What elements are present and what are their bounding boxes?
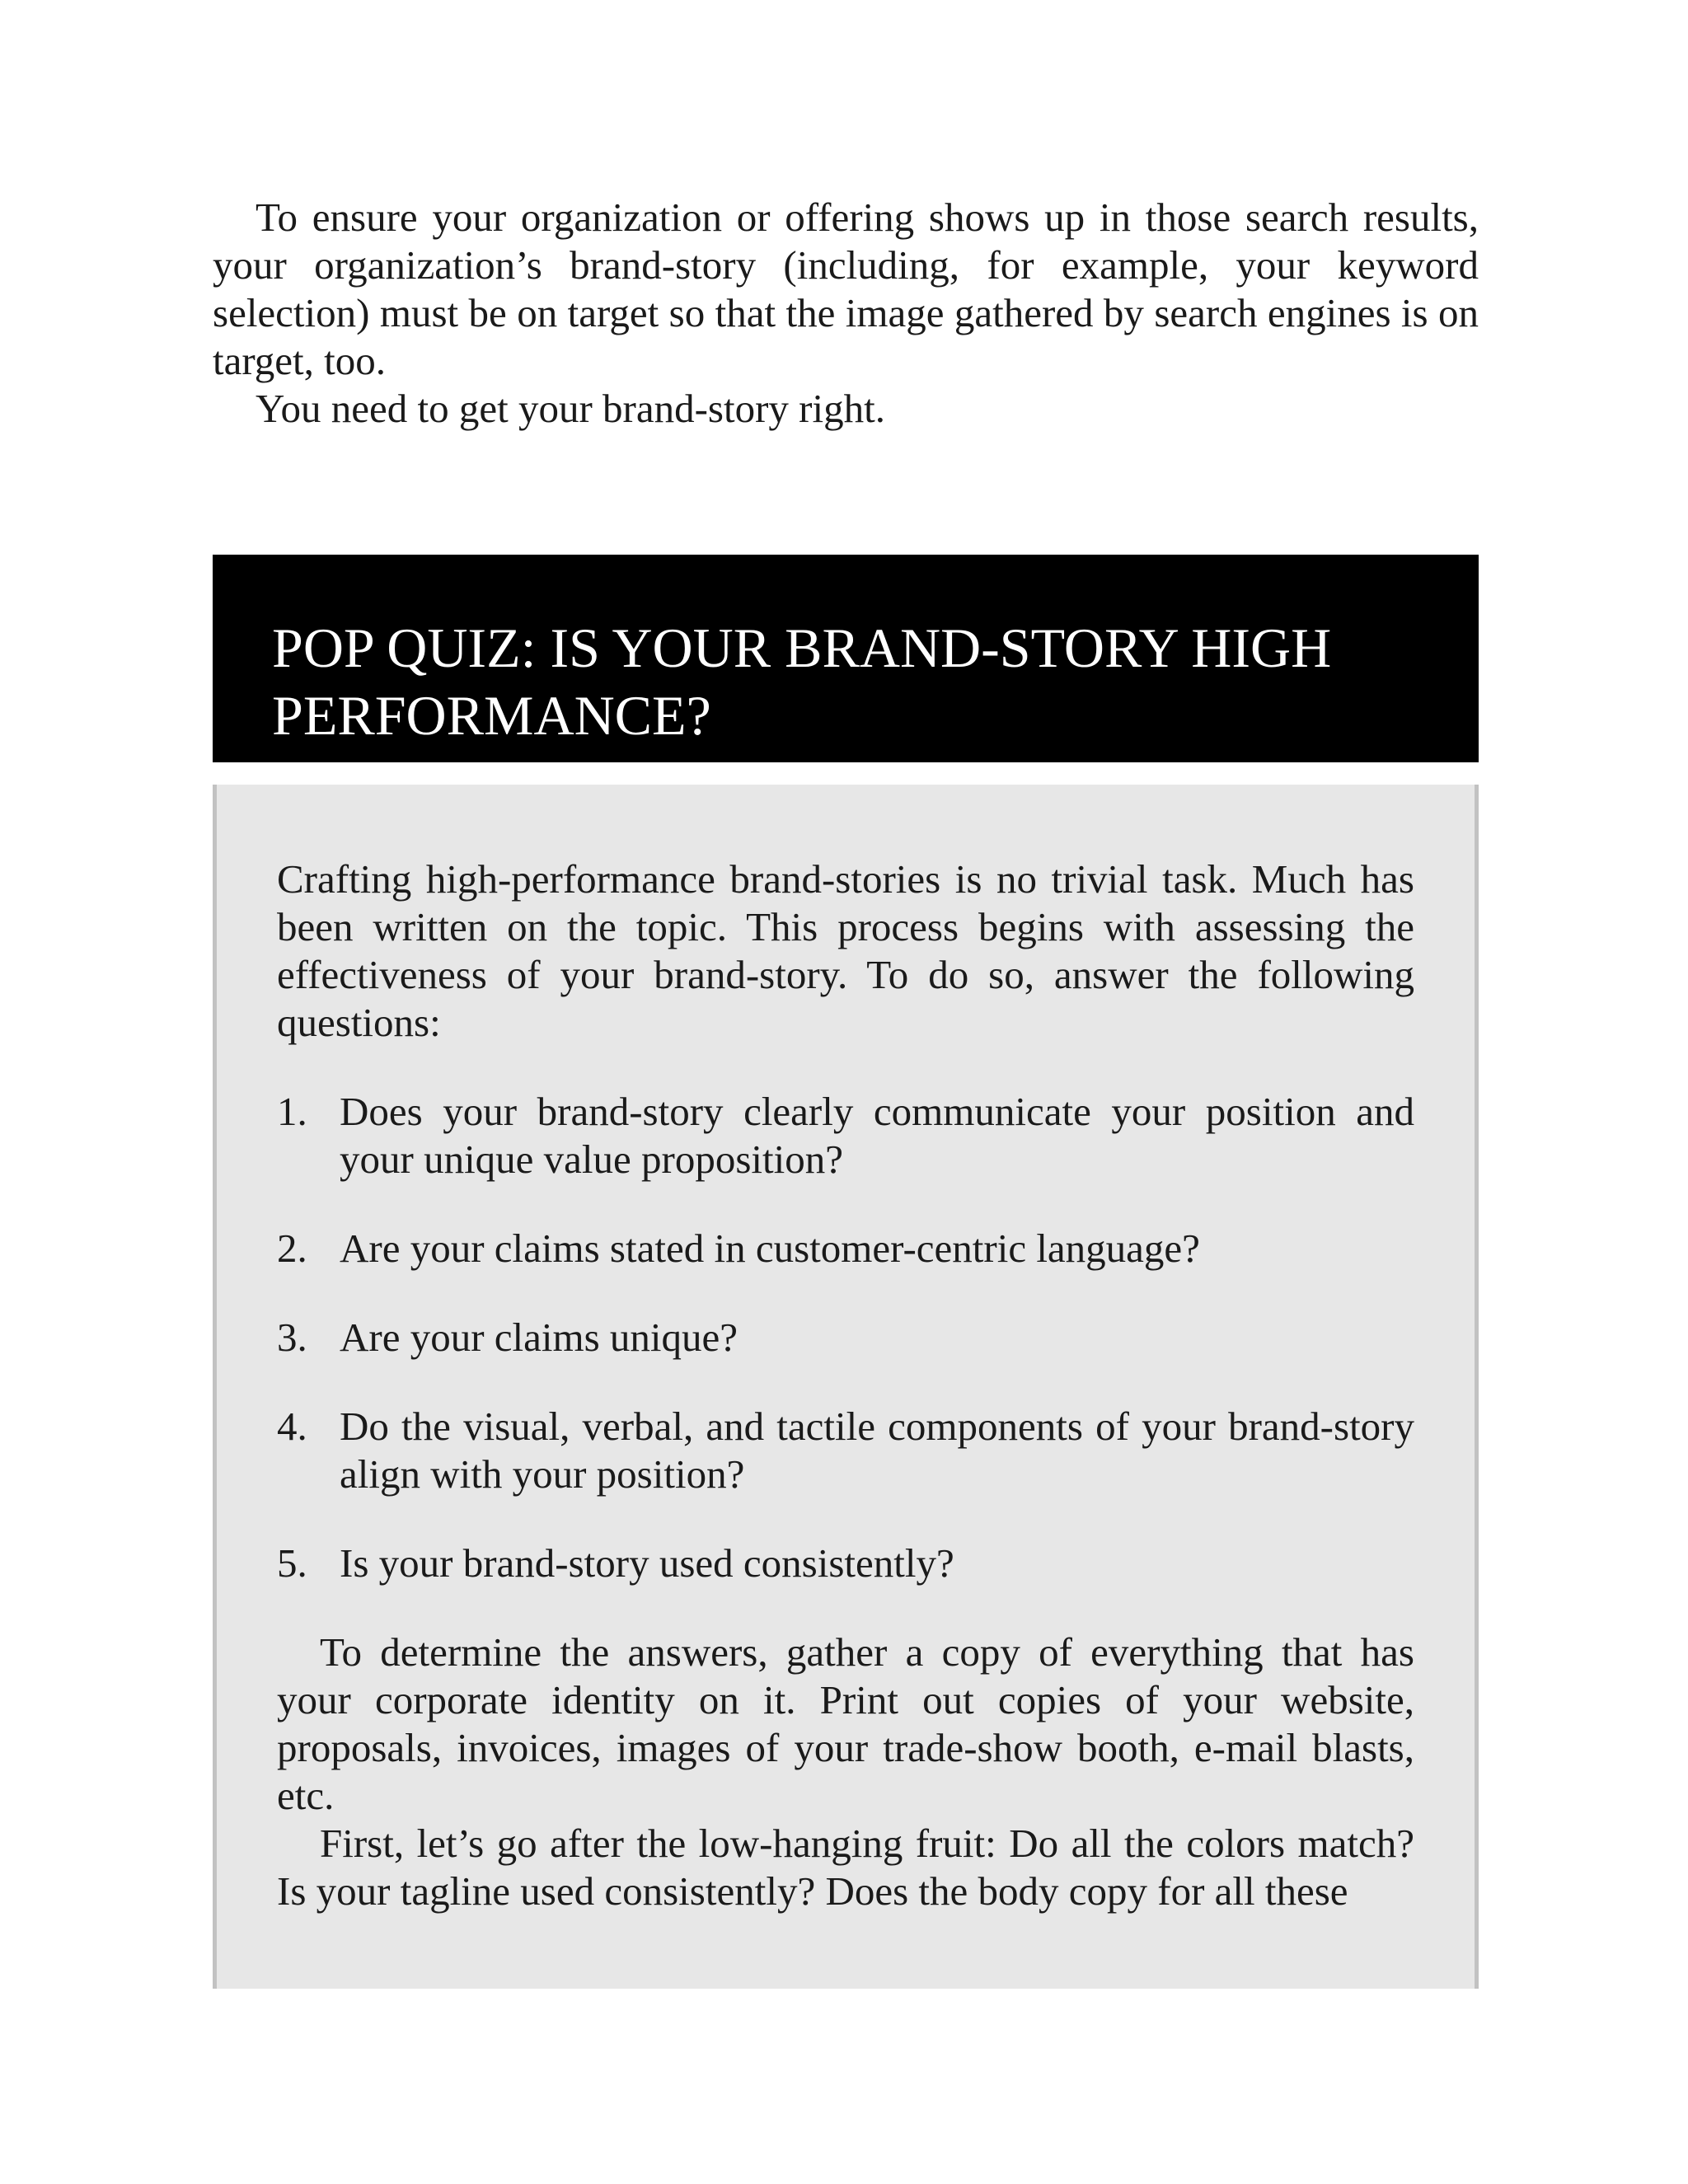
quiz-header — [213, 555, 1479, 762]
followup-paragraph: To determine the answers, gather a copy of everything that has your corporate identity on it. Print out copies of your website, proposals, invoices, images of your trade-show booth, e-mail blasts, etc. — [277, 1629, 1414, 1818]
quiz-title: POP QUIZ: IS YOUR BRAND-STORY HIGH PERFORMANCE? — [272, 616, 1332, 747]
intro-section — [213, 194, 1479, 433]
quiz-question — [277, 1403, 1414, 1498]
quiz-question — [277, 1540, 1414, 1587]
question-number: 4. — [277, 1404, 307, 1449]
quiz-followup — [277, 1629, 1414, 1915]
quiz-question — [277, 1088, 1414, 1183]
intro-paragraph: You need to get your brand-story right. — [256, 386, 885, 431]
question-text: Are your claims stated in customer-centric language? — [340, 1226, 1200, 1271]
intro-paragraph: To ensure your organization or offering shows up in those search results, your organization’s brand-story (including, for example, your keyword selection) must be on target so that the image gathered by search engines is on target, too. — [213, 194, 1479, 383]
question-number: 5. — [277, 1540, 307, 1586]
question-text: Does your brand-story clearly communicate your position and your unique value proposition? — [340, 1089, 1414, 1182]
question-text: Do the visual, verbal, and tactile components of your brand-story align with your position? — [340, 1404, 1414, 1497]
quiz-box — [213, 785, 1479, 1989]
question-text: Is your brand-story used consistently? — [340, 1540, 954, 1586]
followup-paragraph: First, let’s go after the low-hanging fruit: Do all the colors match? Is your tagline used consistently? Does the body copy for all these — [277, 1821, 1414, 1914]
question-number: 2. — [277, 1226, 307, 1271]
question-text: Are your claims unique? — [340, 1315, 738, 1360]
quiz-question — [277, 1225, 1414, 1272]
question-number: 1. — [277, 1089, 307, 1134]
quiz-question — [277, 1314, 1414, 1361]
question-number: 3. — [277, 1315, 307, 1360]
quiz-question-list — [277, 1088, 1414, 1587]
quiz-lead: Crafting high-performance brand-stories is no trivial task. Much has been written on the topic. This process begins with assessing the effectiveness of your brand-story. To do so, answer the following questions: — [277, 856, 1414, 1045]
